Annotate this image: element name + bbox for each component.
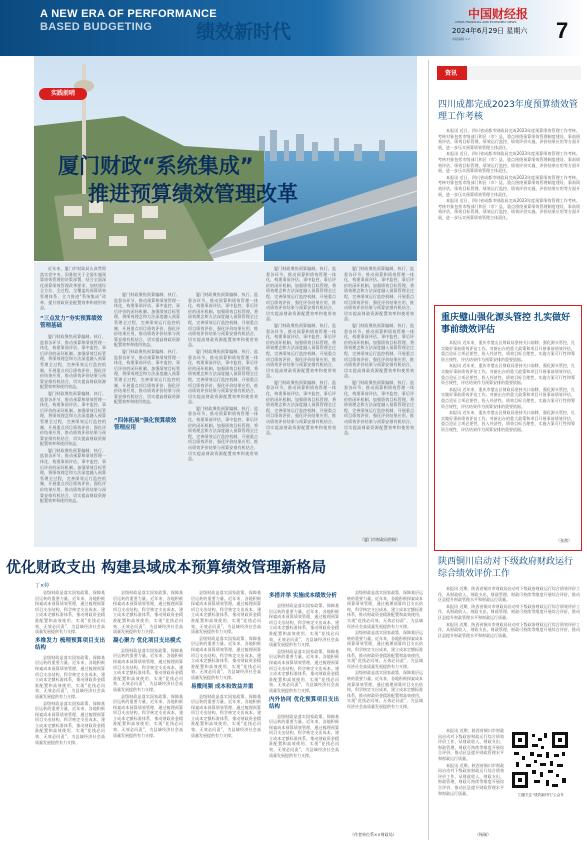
sidebar-item1-text: 本报讯 近日，四川省成都市财政局完成2023年度预算绩效管理工作考核。考核对象包括市级部门和区（市）县，重点围绕预算绩效管理制度建设、事前绩效评估、绩效目标管理、绩效运行监控、绩效评价实施、评价结果应用等方面开展，进一步压实预算绩效管理主体责任。 本报讯 近日，四川省成都市财政局完成2023年度预算绩效管理工作考核。考核对象包括市级部门和区（市）县，重点围绕预算绩效管理制度建设、事前绩效评估、绩效目标管理、绩效运行监控、绩效评价实施、评价结果应用等方面开展，进一步压实预算绩效管理主体责任。 本报讯 近日，四川省成都市财政局完成2023年度预算绩效管理工作考核。考核对象包括市级部门和区（市）县，重点围绕预算绩效管理制度建设、事前绩效评估、绩效目标管理、绩效运行监控、绩效评价实施、评价结果应用等方面开展，进一步压实预算绩效管理主体责任。 本报讯 近日，四川省成都市财政局完成2023年度预算绩效管理工作考核。考核对象包括市级部门和区（市）县，重点围绕预算绩效管理制度建设、事前绩效评估、绩效目标管理、绩效运行监控、绩效评价实施、评价结果应用等方面开展，进一步压实预算绩效管理主体责任。 [438,128,580,220]
lead-story-credit: （厦门市财政局供稿） [360,537,400,542]
lead-story-col-2: 厦门财政聚焦预算编制、执行、监督各环节，推动预算和绩效管理一体化，构建事前评估、事中监控、事后评价的闭环机制。加强绩效目标管理，将绩效理念和方法深度融入预算管理全过程，完善绩效运行监控机制，开展重点项目绩效评价，强化评价结果应用，推动绩效评价结果与预算安排有机结合，切实提高财政资源配置效率和使用效益。 厦门财政聚焦预算编制、执行、监督各环节，推动预算和绩效管理一体化，构建事前评估、事中监控、事后评价的闭环机制。加强绩效目标管理，将绩效理念和方法深度融入预算管理全过程，完善绩效运行监控机制，开展重点项目绩效评价，强化评价结果应用，推动绩效评价结果与预算安排有机结合，切实提高财政资源配置效率和使用效益。 [114,292,180,405]
qr-caption: 扫描关注“绩效新时代”公众号 [518,793,564,797]
bottom-subhead-5: 内外协同 优化预算项目支出结构 [269,696,339,710]
sidebar-item3-text: 本报讯 近期，陕西省铜川市财政局启动对下级政府财政运行综合绩效评价工作，从财政收入、财政支出、财政管理、财政可持续等维度开展综合评价，推动区县提升财政管理水平和财政运行质量。 本报讯 近期，陕西省铜川市财政局启动对下级政府财政运行综合绩效评价工作，从财政收入、财政支出、财政管理、财政可持续等维度开展综合评价，推动区县提升财政管理水平和财政运行质量。 本报讯 近期，陕西省铜川市财政局启动对下级政府财政运行综合绩效评价工作，从财政收入、财政支出、财政管理、财政可持续等维度开展综合评价，推动区县提升财政管理水平和财政运行质量。 [438,586,580,638]
sidebar-item2-text: 本报讯 近年来，重庆市璧山区财政局坚持关口前移，强化源头管控，扎实做好事前绩效评估工作。对新出台的重大政策和项目开展事前绩效评估，重点论证立项必要性、投入经济性、绩效目标合理性、实施方案可行性和筹资合规性，评估结果作为预算安排的重要依据。 本报讯 近年来，重庆市璧山区财政局坚持关口前移，强化源头管控，扎实做好事前绩效评估工作。对新出台的重大政策和项目开展事前绩效评估，重点论证立项必要性、投入经济性、绩效目标合理性、实施方案可行性和筹资合规性，评估结果作为预算安排的重要依据。 本报讯 近年来，重庆市璧山区财政局坚持关口前移，强化源头管控，扎实做好事前绩效评估工作。对新出台的重大政策和项目开展事前绩效评估，重点论证立项必要性、投入经济性、绩效目标合理性、实施方案可行性和筹资合规性，评估结果作为预算安排的重要依据。 本报讯 近年来，重庆市璧山区财政局坚持关口前移，强化源头管控，扎实做好事前绩效评估工作。对新出台的重大政策和项目开展事前绩效评估，重点论证立项必要性、投入经济性、绩效目标合理性、实施方案可行性和筹资合规性，评估结果作为预算安排的重要依据。 [441,340,575,432]
sidebar-item3-text-cont: 本报讯 近期，陕西省铜川市财政局启动对下级政府财政运行综合绩效评价工作，从财政收入、财政支出、财政管理、财政可持续等维度开展综合评价，推动区县提升财政管理水平和财政运行质量。 本报讯 近期，陕西省铜川市财政局启动对下级政府财政运行综合绩效评价工作，从财政收入、财政支出、财政管理、财政可持续等维度开展综合评价，推动区县提升财政管理水平和财政运行质量。 [438,728,504,796]
paper-english: CHINA FINANCIAL AND ECONOMIC NEWS [455,20,517,24]
bottom-headline: 优化财政支出 构建县域成本预算绩效管理新格局 [6,558,327,576]
bottom-subhead-3: 多措并举 实施成本绩效分析 [269,593,337,599]
lead-headline-2: 推进预算绩效管理改革 [88,182,298,206]
masthead-english: A NEW ERA OF PERFORMANCE BASED BUDGETING [40,8,217,33]
sidebar-header-label: 资讯 [445,70,458,77]
sidebar-item3-credit: （杨瑞） [475,832,491,837]
lead-story-col-4: 厦门财政聚焦预算编制、执行、监督各环节，推动预算和绩效管理一体化，构建事前评估、事中监控、事后评价的闭环机制。加强绩效目标管理，将绩效理念和方法深度融入预算管理全过程，完善绩效运行监控机制，开展重点项目绩效评价，强化评价结果应用，推动绩效评价结果与预算安排有机结合，切实提高财政资源配置效率和使用效益。 厦门财政聚焦预算编制、执行、监督各环节，推动预算和绩效管理一体化，构建事前评估、事中监控、事后评价的闭环机制。加强绩效目标管理，将绩效理念和方法深度融入预算管理全过程，完善绩效运行监控机制，开展重点项目绩效评价，强化评价结果应用，推动绩效评价结果与预算安排有机结合，切实提高财政资源配置效率和使用效益。 厦门财政聚焦预算编制、执行、监督各环节，推动预算和绩效管理一体化，构建事前评估、事中监控、事后评价的闭环机制。加强绩效目标管理，将绩效理念和方法深度融入预算管理全过程，完善绩效运行监控机制，开展重点项目绩效评价，强化评价结果应用，推动绩效评价结果与预算安排有机结合，切实提高财政资源配置效率和使用效益。 [266,266,336,436]
lead-subhead-2: “四体拓展”强化预算绩效管理应用 [114,418,177,431]
editor-line: 本版编辑 ×× [452,37,470,41]
lead-headline-1: 厦门财政“系统集成” [58,154,254,178]
lead-story-intro: 近年来，厦门市财政局认真贯彻落实党中央、国务院关于全面实施预算绩效管理的决策部署，结合全面深化预算绩效管理改革要求，加快建设全方位、全过程、全覆盖的预算绩效管理体系，全力推进“系统集成”改革，提升财政资金配置效率和使用效益。 [40,266,106,311]
bottom-col-4: 多措并举 实施成本绩效分析 县级财政是落实国家政策、保障基层运转的重要力量。近年来，各地积极探索成本预算绩效管理，通过梳理预算项目支出结构，科学核定支出成本，建立成本定额标准体系，推动财政资金精准配置和高效使用，实现“花钱必问效、无效必问责”，为县域经济社会高质量发展提供有力支撑。 县级财政是落实国家政策、保障基层运转的重要力量。近年来，各地积极探索成本预算绩效管理，通过梳理预算项目支出结构，科学核定支出成本，建立成本定额标准体系，推动财政资金精准配置和高效使用，实现“花钱必问效、无效必问责”，为县域经济社会高质量发展提供有力支撑。 内外协同 优化预算项目支出结构 县级财政是落实国家政策、保障基层运转的重要力量。近年来，各地积极探索成本预算绩效管理，通过梳理预算项目支出结构，科学核定支出成本，建立成本定额标准体系，推动财政资金精准配置和高效使用，实现“花钱必问效、无效必问责”，为县域经济社会高质量发展提供有力支撑。 [269,593,339,758]
issue-date: 2024年6月29日 星期六 [452,27,528,35]
page-number: 7 [556,18,569,43]
bottom-col-5: 县级财政是落实国家政策、保障基层运转的重要力量。近年来，各地积极探索成本预算绩效管理，通过梳理预算项目支出结构，科学核定支出成本，建立成本定额标准体系，推动财政资金精准配置和高效使用，实现“花钱必问效、无效必问责”，为县域经济社会高质量发展提供有力支撑。 县级财政是落实国家政策、保障基层运转的重要力量。近年来，各地积极探索成本预算绩效管理，通过梳理预算项目支出结构，科学核定支出成本，建立成本定额标准体系，推动财政资金精准配置和高效使用，实现“花钱必问效、无效必问责”，为县域经济社会高质量发展提供有力支撑。 县级财政是落实国家政策、保障基层运转的重要力量。近年来，各地积极探索成本预算绩效管理，通过梳理预算项目支出结构，科学核定支出成本，建立成本定额标准体系，推动财政资金精准配置和高效使用，实现“花钱必问效、无效必问责”，为县域经济社会高质量发展提供有力支撑。 [347,590,423,709]
lead-story-col-3: 厦门财政聚焦预算编制、执行、监督各环节，推动预算和绩效管理一体化，构建事前评估、事中监控、事后评价的闭环机制。加强绩效目标管理，将绩效理念和方法深度融入预算管理全过程，完善绩效运行监控机制，开展重点项目绩效评价，强化评价结果应用，推动绩效评价结果与预算安排有机结合，切实提高财政资源配置效率和使用效益。 厦门财政聚焦预算编制、执行、监督各环节，推动预算和绩效管理一体化，构建事前评估、事中监控、事后评价的闭环机制。加强绩效目标管理，将绩效理念和方法深度融入预算管理全过程，完善绩效运行监控机制，开展重点项目绩效评价，强化评价结果应用，推动绩效评价结果与预算安排有机结合，切实提高财政资源配置效率和使用效益。 厦门财政聚焦预算编制、执行、监督各环节，推动预算和绩效管理一体化，构建事前评估、事中监控、事后评价的闭环机制。加强绩效目标管理，将绩效理念和方法深度融入预算管理全过程，完善绩效运行监控机制，开展重点项目绩效评价，强化评价结果应用，推动绩效评价结果与预算安排有机结合，切实提高财政资源配置效率和使用效益。 [188,292,258,462]
paper-name: 中国财经报 [468,7,529,21]
sidebar-header [437,66,581,80]
qr-code-graphic [510,730,570,790]
bottom-subhead-2: 凝心聚力 优化项目支出模式 [113,637,181,644]
lead-subhead-1: “三点发力”夯实预算绩效管理基础 [40,316,103,329]
sidebar-item2-title: 重庆璧山强化源头管控 扎实做好事前绩效评估 [441,313,571,335]
bottom-col-2: 县级财政是落实国家政策、保障基层运转的重要力量。近年来，各地积极探索成本预算绩效管理，通过梳理预算项目支出结构，科学核定支出成本，建立成本定额标准体系，推动财政资金精准配置和高效使用，实现“花钱必问效、无效必问责”，为县域经济社会高质量发展提供有力支撑。 凝心聚力 优化项目支出模式 县级财政是落实国家政策、保障基层运转的重要力量。近年来，各地积极探索成本预算绩效管理，通过梳理预算项目支出结构，科学核定支出成本，建立成本定额标准体系，推动财政资金精准配置和高效使用，实现“花钱必问效、无效必问责”，为县域经济社会高质量发展提供有力支撑。 县级财政是落实国家政策、保障基层运转的重要力量。近年来，各地积极探索成本预算绩效管理，通过梳理预算项目支出结构，科学核定支出成本，建立成本定额标准体系，推动财政资金精准配置和高效使用，实现“花钱必问效、无效必问责”，为县域经济社会高质量发展提供有力支撑。 [113,590,183,738]
bottom-col-3: 县级财政是落实国家政策、保障基层运转的重要力量。近年来，各地积极探索成本预算绩效管理，通过梳理预算项目支出结构，科学核定支出成本，建立成本定额标准体系，推动财政资金精准配置和高效使用，实现“花钱必问效、无效必问责”，为县域经济社会高质量发展提供有力支撑。 县级财政是落实国家政策、保障基层运转的重要力量。近年来，各地积极探索成本预算绩效管理，通过梳理预算项目支出结构，科学核定支出成本，建立成本定额标准体系，推动财政资金精准配置和高效使用，实现“花钱必问效、无效必问责”，为县域经济社会高质量发展提供有力支撑。 易微同频 成本和效益并重 县级财政是落实国家政策、保障基层运转的重要力量。近年来，各地积极探索成本预算绩效管理，通过梳理预算项目支出结构，科学核定支出成本，建立成本定额标准体系，推动财政资金精准配置和高效使用，实现“花钱必问效、无效必问责”，为县域经济社会高质量发展提供有力支撑。 [191,590,261,738]
sidebar-item2-credit: （张茜） [556,538,572,543]
section-title: 绩效新时代 [196,21,292,43]
bottom-col-1: 县级财政是落实国家政策、保障基层运转的重要力量。近年来，各地积极探索成本预算绩效管理，通过梳理预算项目支出结构，科学核定支出成本，建立成本定额标准体系，推动财政资金精准配置和高效使用，实现“花钱必问效、无效必问责”，为县域经济社会高质量发展提供有力支撑。 多维发力 梳理预算项目支出结构 县级财政是落实国家政策、保障基层运转的重要力量。近年来，各地积极探索成本预算绩效管理，通过梳理预算项目支出结构，科学核定支出成本，建立成本定额标准体系，推动财政资金精准配置和高效使用，实现“花钱必问效、无效必问责”，为县域经济社会高质量发展提供有力支撑。 县级财政是落实国家政策、保障基层运转的重要力量。近年来，各地积极探索成本预算绩效管理，通过梳理预算项目支出结构，科学核定支出成本，建立成本定额标准体系，推动财政资金精准配置和高效使用，实现“花钱必问效、无效必问责”，为县域经济社会高质量发展提供有力支撑。 [35,590,105,745]
qr-code[interactable] [510,730,570,790]
lead-story-col-1: 厦门财政聚焦预算编制、执行、监督各环节，推动预算和绩效管理一体化，构建事前评估、事中监控、事后评价的闭环机制。加强绩效目标管理，将绩效理念和方法深度融入预算管理全过程，完善绩效运行监控机制，开展重点项目绩效评价，强化评价结果应用，推动绩效评价结果与预算安排有机结合，切实提高财政资源配置效率和使用效益。 厦门财政聚焦预算编制、执行、监督各环节，推动预算和绩效管理一体化，构建事前评估、事中监控、事后评价的闭环机制。加强绩效目标管理，将绩效理念和方法深度融入预算管理全过程，完善绩效运行监控机制，开展重点项目绩效评价，强化评价结果应用，推动绩效评价结果与预算安排有机结合，切实提高财政资源配置效率和使用效益。 厦门财政聚焦预算编制、执行、监督各环节，推动预算和绩效管理一体化，构建事前评估、事中监控、事后评价的闭环机制。加强绩效目标管理，将绩效理念和方法深度融入预算管理全过程，完善绩效运行监控机制，开展重点项目绩效评价，强化评价结果应用，推动绩效评价结果与预算安排有机结合，切实提高财政资源配置效率和使用效益。 [40,334,106,504]
lead-story-col-5: 厦门财政聚焦预算编制、执行、监督各环节，推动预算和绩效管理一体化，构建事前评估、事中监控、事后评价的闭环机制。加强绩效目标管理，将绩效理念和方法深度融入预算管理全过程，完善绩效运行监控机制，开展重点项目绩效评价，强化评价结果应用，推动绩效评价结果与预算安排有机结合，切实提高财政资源配置效率和使用效益。 厦门财政聚焦预算编制、执行、监督各环节，推动预算和绩效管理一体化，构建事前评估、事中监控、事后评价的闭环机制。加强绩效目标管理，将绩效理念和方法深度融入预算管理全过程，完善绩效运行监控机制，开展重点项目绩效评价，强化评价结果应用，推动绩效评价结果与预算安排有机结合，切实提高财政资源配置效率和使用效益。 厦门财政聚焦预算编制、执行、监督各环节，推动预算和绩效管理一体化，构建事前评估、事中监控、事后评价的闭环机制。加强绩效目标管理，将绩效理念和方法深度融入预算管理全过程，完善绩效运行监控机制，开展重点项目绩效评价，强化评价结果应用，推动绩效评价结果与预算安排有机结合，切实提高财政资源配置效率和使用效益。 [344,266,414,436]
section-badge-label: 实践前哨 [50,90,75,97]
bottom-subhead-1: 多维发力 梳理预算项目支出结构 [35,637,105,651]
sidebar-item1-title: 四川成都完成2023年度预算绩效管理工作考核 [438,100,578,122]
bottom-subhead-4: 易微同频 成本和效益并重 [191,683,254,690]
bottom-credit: （作者单位系××财政局） [350,832,397,837]
bottom-author: 丁×婷 [35,583,50,589]
sidebar-item3-title: 陕西铜川启动对下级政府财政运行综合绩效评价工作 [438,557,574,579]
column-divider [428,60,429,840]
section-badge [39,88,87,100]
